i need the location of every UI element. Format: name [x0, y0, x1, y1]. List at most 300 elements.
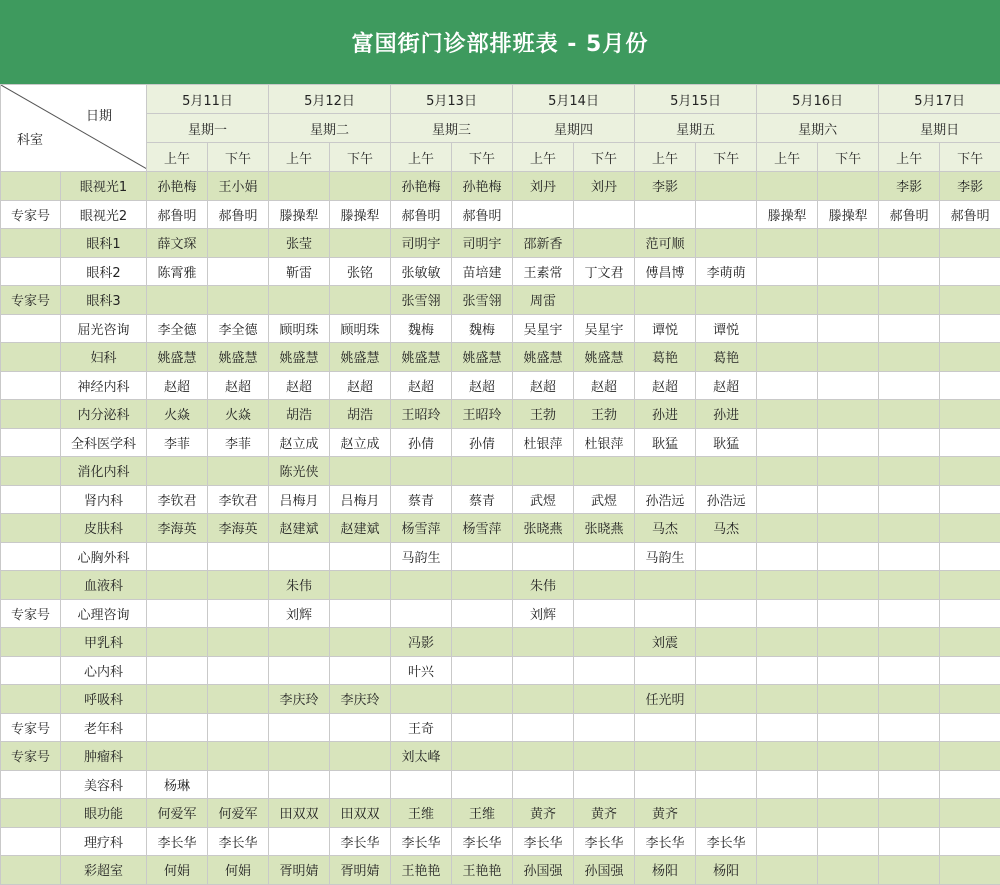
schedule-row	[1, 257, 1000, 286]
shift-cell	[269, 713, 330, 742]
department-name: 神经内科	[61, 371, 147, 400]
pm-header: 下午	[208, 143, 269, 172]
shift-cell	[208, 685, 269, 714]
shift-cell	[208, 257, 269, 286]
shift-cell	[940, 343, 1000, 372]
shift-cell	[879, 343, 940, 372]
expert-tag	[1, 799, 61, 828]
shift-cell: 顾明珠	[330, 314, 391, 343]
shift-cell	[635, 571, 696, 600]
shift-cell	[940, 656, 1000, 685]
shift-cell	[818, 485, 879, 514]
shift-cell: 姚盛慧	[147, 343, 208, 372]
date-header: 5月17日	[879, 85, 1000, 114]
shift-cell	[330, 229, 391, 258]
shift-cell	[757, 656, 818, 685]
shift-cell	[147, 742, 208, 771]
shift-cell: 赵建斌	[330, 514, 391, 543]
shift-cell	[269, 827, 330, 856]
shift-cell: 黄齐	[574, 799, 635, 828]
shift-cell: 田双双	[269, 799, 330, 828]
shift-cell: 赵超	[391, 371, 452, 400]
shift-cell: 李影	[879, 172, 940, 201]
shift-cell	[879, 286, 940, 315]
shift-cell	[818, 742, 879, 771]
shift-cell	[818, 400, 879, 429]
shift-cell	[879, 257, 940, 286]
shift-cell: 郝鲁明	[147, 200, 208, 229]
shift-cell	[330, 770, 391, 799]
shift-cell: 胡浩	[269, 400, 330, 429]
shift-cell	[574, 286, 635, 315]
am-header: 上午	[147, 143, 208, 172]
shift-cell	[513, 713, 574, 742]
shift-cell	[147, 656, 208, 685]
shift-cell	[757, 856, 818, 885]
shift-cell	[391, 685, 452, 714]
shift-cell: 吴星宇	[513, 314, 574, 343]
shift-cell	[269, 286, 330, 315]
shift-cell	[696, 542, 757, 571]
shift-cell: 赵立成	[330, 428, 391, 457]
shift-cell: 李萌萌	[696, 257, 757, 286]
expert-tag	[1, 400, 61, 429]
shift-cell: 郝鲁明	[391, 200, 452, 229]
shift-cell	[208, 286, 269, 315]
shift-cell	[879, 428, 940, 457]
shift-cell	[818, 799, 879, 828]
shift-cell	[574, 628, 635, 657]
department-name: 呼吸科	[61, 685, 147, 714]
shift-cell	[940, 628, 1000, 657]
shift-cell: 薛文琛	[147, 229, 208, 258]
shift-cell	[757, 172, 818, 201]
department-name: 皮肤科	[61, 514, 147, 543]
shift-cell	[208, 599, 269, 628]
expert-tag	[1, 485, 61, 514]
shift-cell	[330, 628, 391, 657]
shift-cell: 马韵生	[635, 542, 696, 571]
shift-cell: 何娟	[147, 856, 208, 885]
dept-axis-label: 科室	[17, 129, 43, 148]
shift-cell	[574, 229, 635, 258]
department-name: 眼科1	[61, 229, 147, 258]
shift-cell	[452, 685, 513, 714]
shift-cell: 靳雷	[269, 257, 330, 286]
shift-cell: 赵超	[147, 371, 208, 400]
shift-cell	[330, 742, 391, 771]
shift-cell: 火焱	[208, 400, 269, 429]
shift-cell: 李长华	[574, 827, 635, 856]
shift-cell	[940, 514, 1000, 543]
shift-cell	[818, 827, 879, 856]
shift-cell	[574, 685, 635, 714]
shift-cell: 滕操犁	[757, 200, 818, 229]
department-name: 肿瘤科	[61, 742, 147, 771]
shift-cell	[757, 799, 818, 828]
shift-cell	[696, 599, 757, 628]
shift-cell: 王奇	[391, 713, 452, 742]
shift-cell	[818, 371, 879, 400]
shift-cell	[452, 770, 513, 799]
pm-header: 下午	[696, 143, 757, 172]
shift-cell	[330, 713, 391, 742]
date-header: 5月15日	[635, 85, 757, 114]
shift-cell	[391, 571, 452, 600]
shift-cell	[879, 514, 940, 543]
shift-cell	[696, 172, 757, 201]
weekday-header: 星期日	[879, 114, 1000, 143]
shift-cell: 郝鲁明	[940, 200, 1000, 229]
shift-cell: 李菲	[208, 428, 269, 457]
shift-cell	[513, 656, 574, 685]
shift-cell	[940, 599, 1000, 628]
shift-cell	[696, 200, 757, 229]
shift-cell	[330, 172, 391, 201]
shift-cell	[818, 343, 879, 372]
shift-cell	[879, 656, 940, 685]
shift-cell: 杨阳	[635, 856, 696, 885]
department-name: 屈光咨询	[61, 314, 147, 343]
shift-cell	[879, 542, 940, 571]
shift-cell	[818, 685, 879, 714]
shift-cell: 傅昌博	[635, 257, 696, 286]
shift-cell: 滕操犁	[269, 200, 330, 229]
am-header: 上午	[879, 143, 940, 172]
department-name: 眼科2	[61, 257, 147, 286]
shift-cell	[940, 314, 1000, 343]
shift-cell	[513, 200, 574, 229]
schedule-row	[1, 856, 1000, 885]
shift-cell	[940, 799, 1000, 828]
shift-cell: 滕操犁	[818, 200, 879, 229]
shift-cell	[818, 257, 879, 286]
shift-cell	[330, 286, 391, 315]
shift-cell: 司明宇	[391, 229, 452, 258]
shift-cell: 赵建斌	[269, 514, 330, 543]
department-name: 血液科	[61, 571, 147, 600]
shift-cell	[757, 571, 818, 600]
shift-cell: 孙国强	[574, 856, 635, 885]
shift-cell: 葛艳	[635, 343, 696, 372]
shift-cell	[635, 656, 696, 685]
date-header: 5月11日	[147, 85, 269, 114]
shift-cell	[757, 685, 818, 714]
shift-cell: 王维	[391, 799, 452, 828]
shift-cell	[208, 457, 269, 486]
diagonal-divider	[1, 85, 147, 169]
shift-cell: 范可顺	[635, 229, 696, 258]
shift-cell: 姚盛慧	[208, 343, 269, 372]
shift-cell	[818, 542, 879, 571]
schedule-row	[1, 172, 1000, 201]
shift-cell: 刘辉	[269, 599, 330, 628]
expert-tag	[1, 542, 61, 571]
shift-cell: 司明宇	[452, 229, 513, 258]
shift-cell: 王勃	[574, 400, 635, 429]
shift-cell	[147, 542, 208, 571]
weekday-header: 星期二	[269, 114, 391, 143]
expert-tag	[1, 514, 61, 543]
shift-cell: 张晓燕	[513, 514, 574, 543]
shift-cell: 张铭	[330, 257, 391, 286]
shift-cell	[513, 742, 574, 771]
shift-cell	[513, 628, 574, 657]
department-name: 老年科	[61, 713, 147, 742]
shift-cell	[513, 542, 574, 571]
shift-cell	[940, 571, 1000, 600]
shift-cell: 王艳艳	[391, 856, 452, 885]
shift-cell	[147, 713, 208, 742]
shift-cell: 朱伟	[513, 571, 574, 600]
expert-tag	[1, 770, 61, 799]
shift-cell	[208, 542, 269, 571]
expert-tag: 专家号	[1, 713, 61, 742]
shift-cell	[757, 314, 818, 343]
shift-cell: 杨雪萍	[452, 514, 513, 543]
shift-cell: 李长华	[513, 827, 574, 856]
shift-cell	[635, 770, 696, 799]
shift-cell: 李全德	[208, 314, 269, 343]
shift-cell: 姚盛慧	[269, 343, 330, 372]
shift-cell	[940, 713, 1000, 742]
expert-tag	[1, 428, 61, 457]
shift-cell	[940, 457, 1000, 486]
shift-cell	[757, 542, 818, 571]
shift-cell	[818, 856, 879, 885]
pm-header: 下午	[940, 143, 1000, 172]
shift-cell: 王昭玲	[452, 400, 513, 429]
date-header: 5月13日	[391, 85, 513, 114]
shift-cell: 周雷	[513, 286, 574, 315]
shift-cell	[452, 713, 513, 742]
shift-cell	[757, 343, 818, 372]
shift-cell	[269, 656, 330, 685]
page-title: 富国街门诊部排班表 - 5月份	[0, 0, 1000, 84]
shift-cell: 李长华	[696, 827, 757, 856]
department-name: 眼科3	[61, 286, 147, 315]
shift-cell: 赵立成	[269, 428, 330, 457]
shift-cell	[574, 599, 635, 628]
shift-cell	[757, 371, 818, 400]
shift-cell	[818, 599, 879, 628]
shift-cell	[696, 571, 757, 600]
shift-cell: 武煜	[574, 485, 635, 514]
shift-cell	[940, 827, 1000, 856]
expert-tag	[1, 457, 61, 486]
shift-cell: 黄齐	[513, 799, 574, 828]
shift-cell	[208, 742, 269, 771]
shift-cell: 张莹	[269, 229, 330, 258]
am-header: 上午	[391, 143, 452, 172]
shift-cell	[757, 257, 818, 286]
shift-cell: 李长华	[330, 827, 391, 856]
shift-cell: 李长华	[208, 827, 269, 856]
shift-cell: 马杰	[696, 514, 757, 543]
shift-cell	[574, 457, 635, 486]
department-name: 甲乳科	[61, 628, 147, 657]
shift-cell: 朱伟	[269, 571, 330, 600]
corner-header	[1, 85, 147, 172]
shift-cell	[696, 286, 757, 315]
shift-cell: 姚盛慧	[452, 343, 513, 372]
shift-cell	[696, 799, 757, 828]
shift-cell	[208, 770, 269, 799]
shift-cell: 孙进	[635, 400, 696, 429]
shift-cell	[574, 571, 635, 600]
shift-cell	[574, 742, 635, 771]
expert-tag	[1, 172, 61, 201]
shift-cell	[269, 742, 330, 771]
schedule-row	[1, 656, 1000, 685]
schedule-row	[1, 685, 1000, 714]
shift-cell	[696, 628, 757, 657]
shift-cell	[818, 656, 879, 685]
expert-tag: 专家号	[1, 286, 61, 315]
shift-cell: 李庆玲	[269, 685, 330, 714]
shift-cell: 丁文君	[574, 257, 635, 286]
shift-cell	[818, 229, 879, 258]
schedule-row	[1, 713, 1000, 742]
shift-cell	[696, 229, 757, 258]
shift-cell: 李钦君	[208, 485, 269, 514]
shift-cell	[269, 542, 330, 571]
shift-cell: 郝鲁明	[208, 200, 269, 229]
shift-cell: 刘震	[635, 628, 696, 657]
schedule-row	[1, 742, 1000, 771]
shift-cell: 杨雪萍	[391, 514, 452, 543]
shift-cell	[757, 514, 818, 543]
shift-cell: 任光明	[635, 685, 696, 714]
expert-tag	[1, 628, 61, 657]
shift-cell	[879, 827, 940, 856]
shift-cell: 刘丹	[574, 172, 635, 201]
schedule-row	[1, 514, 1000, 543]
schedule-row	[1, 457, 1000, 486]
shift-cell	[513, 685, 574, 714]
shift-cell: 刘太峰	[391, 742, 452, 771]
department-name: 全科医学科	[61, 428, 147, 457]
shift-cell	[879, 485, 940, 514]
shift-cell: 顾明珠	[269, 314, 330, 343]
pm-header: 下午	[818, 143, 879, 172]
shift-cell: 孙浩远	[635, 485, 696, 514]
shift-cell	[818, 428, 879, 457]
shift-cell: 赵超	[330, 371, 391, 400]
schedule-row	[1, 827, 1000, 856]
shift-cell: 王维	[452, 799, 513, 828]
shift-cell	[635, 200, 696, 229]
weekday-header: 星期三	[391, 114, 513, 143]
shift-cell	[879, 742, 940, 771]
shift-cell: 李庆玲	[330, 685, 391, 714]
shift-cell: 孙艳梅	[452, 172, 513, 201]
shift-cell	[635, 713, 696, 742]
shift-cell	[940, 685, 1000, 714]
schedule-row	[1, 799, 1000, 828]
date-header: 5月12日	[269, 85, 391, 114]
expert-tag	[1, 314, 61, 343]
schedule-row	[1, 571, 1000, 600]
shift-cell	[269, 770, 330, 799]
shift-cell: 孙浩远	[696, 485, 757, 514]
shift-cell: 赵超	[635, 371, 696, 400]
schedule-row	[1, 400, 1000, 429]
shift-cell	[696, 457, 757, 486]
shift-cell: 李菲	[147, 428, 208, 457]
shift-cell: 张敏敏	[391, 257, 452, 286]
department-name: 心理咨询	[61, 599, 147, 628]
department-name: 彩超室	[61, 856, 147, 885]
shift-cell: 胥明婧	[330, 856, 391, 885]
schedule-table	[0, 84, 1000, 885]
shift-cell: 赵超	[269, 371, 330, 400]
weekday-header: 星期五	[635, 114, 757, 143]
shift-cell: 胥明婧	[269, 856, 330, 885]
shift-cell	[147, 599, 208, 628]
shift-cell	[879, 628, 940, 657]
shift-cell	[574, 770, 635, 799]
shift-cell: 叶兴	[391, 656, 452, 685]
shift-cell	[818, 172, 879, 201]
schedule-row	[1, 485, 1000, 514]
shift-cell	[208, 229, 269, 258]
shift-cell	[635, 286, 696, 315]
shift-cell: 王素常	[513, 257, 574, 286]
shift-cell: 孙倩	[452, 428, 513, 457]
am-header: 上午	[513, 143, 574, 172]
shift-cell: 李影	[635, 172, 696, 201]
shift-cell: 刘丹	[513, 172, 574, 201]
shift-cell	[696, 685, 757, 714]
shift-cell	[330, 571, 391, 600]
schedule-row	[1, 286, 1000, 315]
shift-cell	[940, 400, 1000, 429]
date-header: 5月14日	[513, 85, 635, 114]
shift-cell	[452, 656, 513, 685]
shift-cell	[696, 742, 757, 771]
shift-cell: 耿猛	[696, 428, 757, 457]
weekday-header: 星期六	[757, 114, 879, 143]
shift-cell: 李长华	[635, 827, 696, 856]
shift-cell	[879, 856, 940, 885]
date-header: 5月16日	[757, 85, 879, 114]
expert-tag	[1, 656, 61, 685]
shift-cell: 魏梅	[452, 314, 513, 343]
shift-cell	[391, 770, 452, 799]
expert-tag	[1, 371, 61, 400]
shift-cell	[940, 856, 1000, 885]
shift-cell	[818, 571, 879, 600]
shift-cell	[879, 314, 940, 343]
shift-cell	[940, 485, 1000, 514]
shift-cell	[330, 542, 391, 571]
shift-cell: 何娟	[208, 856, 269, 885]
shift-cell: 赵超	[574, 371, 635, 400]
shift-cell	[757, 628, 818, 657]
shift-cell: 姚盛慧	[513, 343, 574, 372]
schedule-row	[1, 628, 1000, 657]
schedule-row	[1, 428, 1000, 457]
shift-cell	[391, 599, 452, 628]
shift-cell: 李长华	[452, 827, 513, 856]
shift-cell: 马韵生	[391, 542, 452, 571]
shift-cell	[452, 542, 513, 571]
shift-cell	[879, 799, 940, 828]
shift-cell: 郝鲁明	[879, 200, 940, 229]
shift-cell	[879, 571, 940, 600]
shift-cell: 张晓燕	[574, 514, 635, 543]
